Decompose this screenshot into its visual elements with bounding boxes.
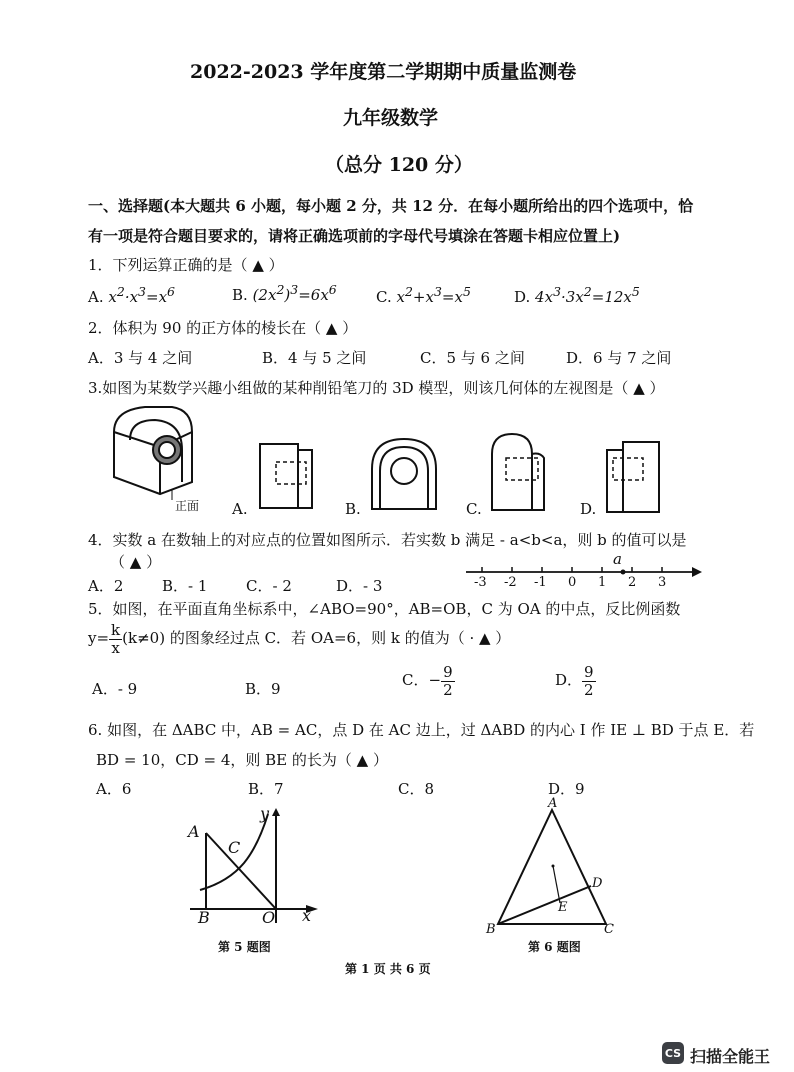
q5-label-b: B (198, 908, 210, 927)
q3-front-label: 正面 (175, 499, 200, 513)
camscanner-logo-icon: CS (662, 1042, 684, 1064)
q5-option-c: C．− $\frac{9}{2}$ (402, 663, 453, 699)
q4-tick-label: 1 (598, 575, 607, 590)
q5-y-eq: y= (88, 629, 110, 647)
exam-title: 2022-2023 学年度第二学期期中质量监测卷 (190, 61, 577, 83)
q4-tick-label: -3 (474, 575, 487, 590)
q6-option-a: A．6 (96, 780, 132, 798)
q4-option-d: D．- 3 (336, 577, 383, 595)
exam-subject: 九年级数学 (343, 107, 439, 129)
q4-stem-line2: （ ▲ ） (110, 553, 162, 571)
q5-label-c: C (228, 838, 241, 857)
q1-option-d-label: D. (514, 288, 531, 306)
q4-option-b: B．- 1 (162, 577, 208, 595)
q6-label-c: C (604, 922, 614, 937)
q3-option-c-figure (490, 432, 555, 512)
q1-option-a-label: A. (88, 288, 104, 306)
q1-option-b-expr: $(2x^2)^3=6x^6$ (252, 282, 337, 304)
q1-option-b-label: B. (232, 286, 248, 304)
q4-option-a: A．2 (88, 577, 124, 595)
q2-option-d: D．6 与 7 之间 (566, 349, 672, 367)
q6-stem-line2: BD = 10，CD = 4，则 BE 的长为（ ▲ ） (96, 751, 388, 769)
q1-option-b (232, 282, 337, 304)
q1-option-d (514, 284, 640, 306)
q6-label-d: D (592, 876, 603, 891)
q3-stem: 3.如图为某数学兴趣小组做的某种削铅笔刀的 3D 模型，则该几何体的左视图是（ ▲ ） (88, 379, 665, 397)
q6-label-a: A (548, 796, 558, 811)
q6-option-c: C．8 (398, 780, 435, 798)
q6-option-d: D．9 (548, 780, 585, 798)
q6-label-b: B (486, 922, 496, 937)
section-heading-line2: 有一项是符合题目要求的，请将正确选项前的字母代号填涂在答题卡相应位置上) (88, 227, 621, 245)
q1-stem: 1．下列运算正确的是（ ▲ ） (88, 256, 284, 274)
q3-option-c-label: C. (466, 500, 482, 518)
q6-label-e: E (558, 900, 568, 915)
q5-option-d: D． $\frac{9}{2}$ (555, 663, 594, 699)
q4-stem-line1: 4．实数 a 在数轴上的对应点的位置如图所示．若实数 b 满足 - a<b<a，则 b 的值可以是 (88, 531, 687, 549)
q3-option-a-label: A. (232, 500, 248, 518)
q4-point-label: a (613, 550, 622, 568)
q5-label-o: O (262, 908, 276, 927)
q4-tick-label: -2 (504, 575, 517, 590)
q5-label-x: x (302, 906, 312, 925)
q5-stem-line2 (88, 622, 510, 656)
q3-option-b-figure (370, 437, 440, 512)
total-score: （总分 120 分） (325, 154, 473, 176)
q2-option-b: B．4 与 5 之间 (262, 349, 367, 367)
q1-option-c-expr: $x^2+x^3=x^5$ (396, 284, 471, 306)
q5-figure-caption: 第 5 题图 (218, 940, 271, 954)
q5-k-over-x: $\frac{k}{x}$ (111, 621, 121, 657)
q3-option-a-figure (258, 442, 318, 512)
q1-option-a-expr: $x^2\cdot x^3=x^6$ (108, 284, 175, 306)
q2-stem: 2．体积为 90 的正方体的棱长在（ ▲ ） (88, 319, 358, 337)
q1-options (88, 284, 175, 306)
q5-label-y: y (260, 804, 270, 823)
q3-3d-model-figure (100, 402, 210, 512)
q4-number-line (466, 552, 706, 592)
q5-option-a: A．- 9 (92, 680, 138, 698)
q5-condition: (k≠0) 的图象经过点 C．若 OA=6，则 k 的值为（ · ▲ ） (122, 629, 511, 647)
q4-option-c: C．- 2 (246, 577, 292, 595)
q5-label-a: A (188, 822, 200, 841)
q6-figure-caption: 第 6 题图 (528, 940, 581, 954)
q5-stem-line1: 5．如图，在平面直角坐标系中，∠ABO=90°，AB=OB，C 为 OA 的中点，反比例函数 (88, 600, 681, 618)
q4-tick-label: 3 (658, 575, 667, 590)
q6-stem-line1: 6. 如图，在 ΔABC 中，AB = AC，点 D 在 AC 边上，过 ΔABD 的内心 I 作 IE ⊥ BD 于点 E．若 (88, 721, 755, 739)
q5-option-b: B．9 (245, 680, 281, 698)
q2-option-a: A．3 与 4 之间 (88, 349, 193, 367)
q1-option-d-expr: $4x^3\cdot 3x^2=12x^5$ (535, 284, 640, 306)
q1-option-c (376, 284, 471, 306)
q3-option-d-label: D. (580, 500, 597, 518)
page-number: 第 1 页 共 6 页 (345, 962, 431, 976)
section-heading-line1: 一、选择题(本大题共 6 小题，每小题 2 分，共 12 分．在每小题所给出的四个选项中，恰 (88, 197, 694, 215)
q1-option-c-label: C. (376, 288, 392, 306)
q4-tick-label: -1 (534, 575, 547, 590)
q6-option-b: B．7 (248, 780, 284, 798)
q4-tick-label: 2 (628, 575, 637, 590)
camscanner-watermark: 扫描全能王 (690, 1047, 771, 1066)
q4-tick-label: 0 (568, 575, 577, 590)
q3-option-b-label: B. (345, 500, 361, 518)
q3-option-d-figure (605, 440, 665, 515)
q2-option-c: C．5 与 6 之间 (420, 349, 525, 367)
q4-point-a (621, 570, 626, 575)
